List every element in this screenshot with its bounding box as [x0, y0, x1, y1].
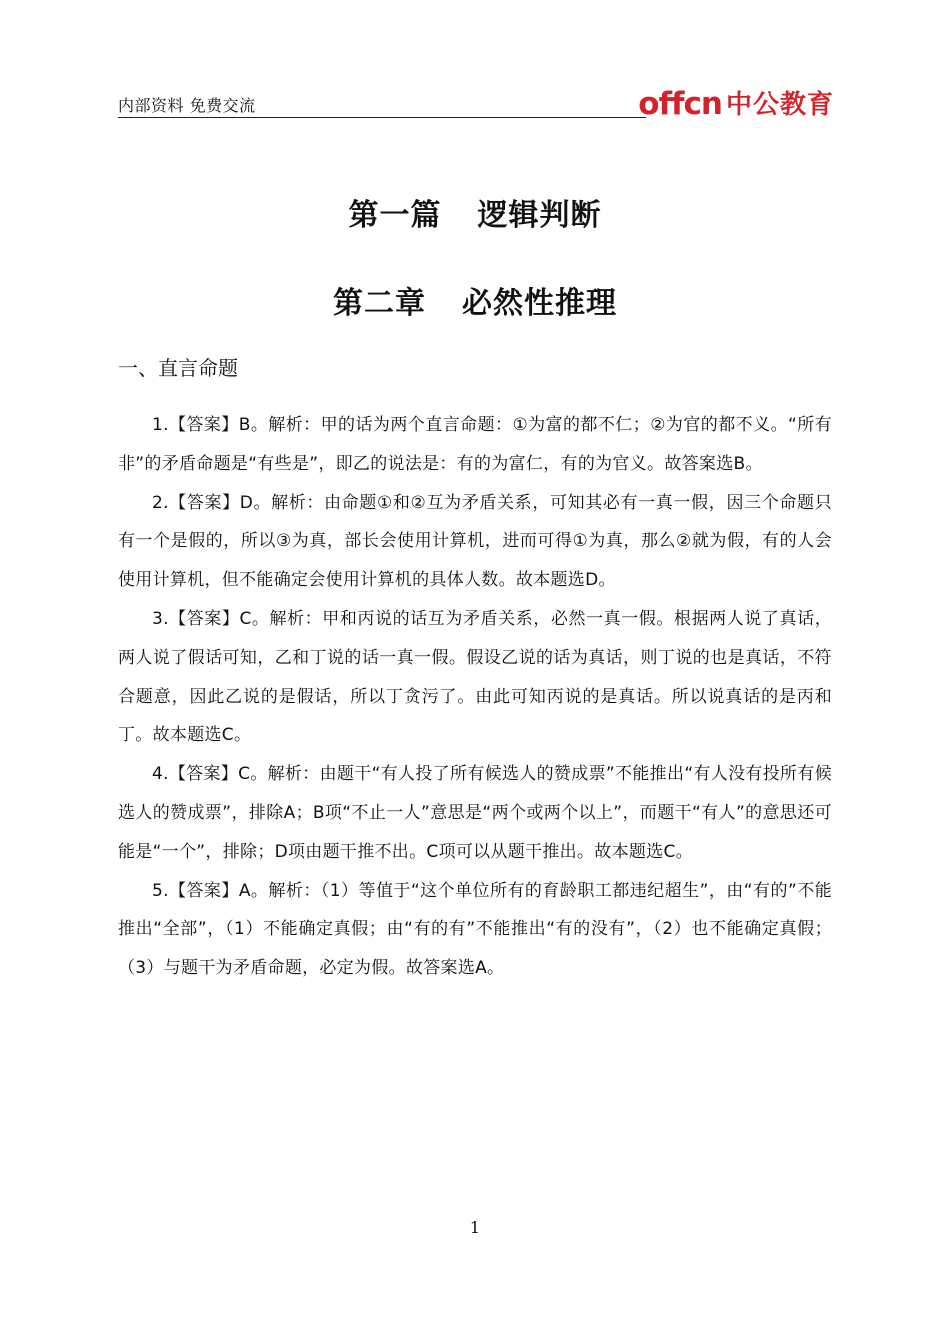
chapter-label: 第二章	[333, 286, 426, 321]
answer-paragraph: 1.【答案】B。解析：甲的话为两个直言命题：①为富的都不仁；②为官的都不义。“所有非”的矛盾命题是“有些是”，即乙的说法是：有的为富仁，有的为官义。故答案选B。	[118, 415, 832, 474]
offcn-logo	[638, 86, 834, 122]
header-note: 内部资料 免费交流	[118, 96, 256, 115]
answer-paragraph: 4.【答案】C。解析：由题干“有人投了所有候选人的赞成票”不能推出“有人没有投所有候选人的赞成票”，排除A；B项“不止一人”意思是“两个或两个以上”，而题干“有人”的意思还可能是“一个”，排除；D项由题干推不出。C项可以从题干推出。故本题选C。	[118, 764, 832, 862]
logo-latin-text: offcn	[638, 86, 722, 122]
page-header	[118, 76, 834, 120]
answer-paragraph: 5.【答案】A。解析：（1）等值于“这个单位所有的育龄职工都违纪超生”，由“有的”不能推出“全部”，（1）不能确定真假；由“有的有”不能推出“有的没有”，（2）也不能确定真假；（3）与题干为矛盾命题，必定为假。故答案选A。	[118, 880, 832, 979]
answer-list	[118, 406, 832, 988]
answer-paragraph: 3.【答案】C。解析：甲和丙说的话互为矛盾关系，必然一真一假。根据两人说了真话，两人说了假话可知，乙和丁说的话一真一假。假设乙说的话为真话，则丁说的也是真话，不符合题意，因此乙说的是假话，所以丁贪污了。由此可知丙说的是真话。所以说真话的是丙和丁。故本题选C。	[118, 608, 832, 746]
part-name: 逻辑判断	[477, 198, 602, 233]
part-label: 第一篇	[348, 198, 442, 233]
part-title	[0, 190, 950, 234]
logo-chinese-text: 中公教育	[725, 90, 834, 121]
answer-paragraph: 2.【答案】D。解析：由命题①和②互为矛盾关系，可知其必有一真一假，因三个命题只有一个是假的，所以③为真，部长会使用计算机，进而可得①为真，那么②就为假，有的人会使用计算机，但不能确定会使用计算机的具体人数。故本题选D。	[118, 492, 832, 591]
chapter-title	[0, 278, 950, 322]
header-rule	[118, 117, 646, 118]
page-number: 1	[469, 1218, 481, 1237]
section-heading: 一、直言命题	[118, 356, 238, 380]
chapter-name: 必然性推理	[462, 286, 617, 321]
